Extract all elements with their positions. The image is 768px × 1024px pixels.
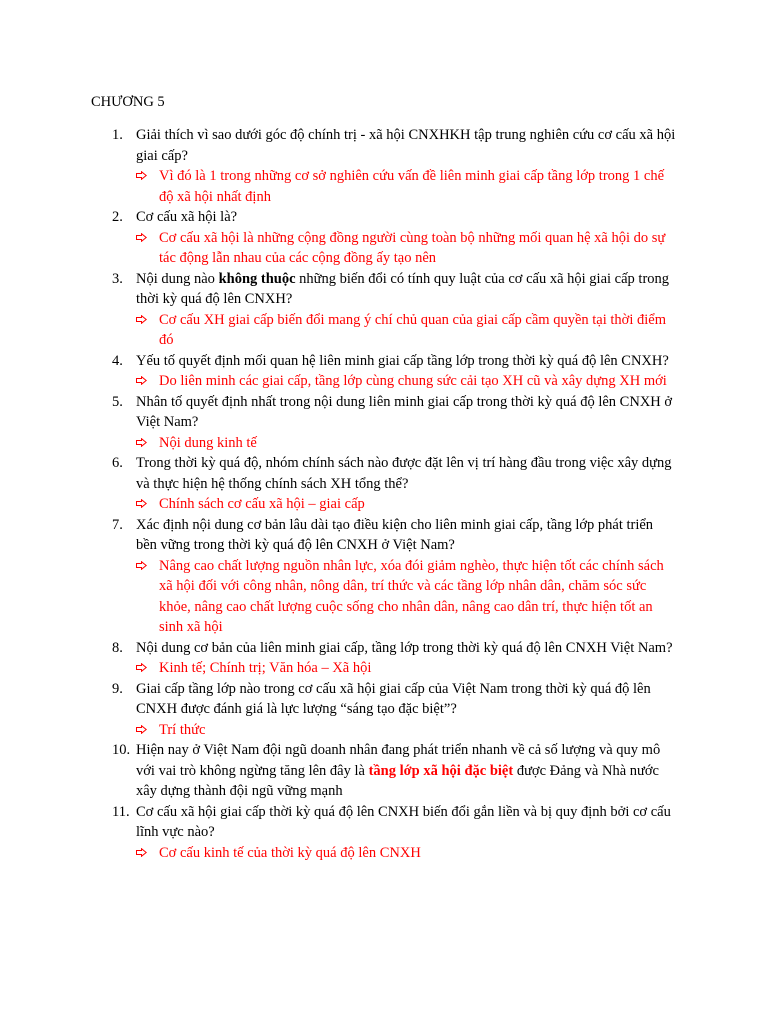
answer: Nâng cao chất lượng nguồn nhân lực, xóa đói giảm nghèo, thực hiện tốt các chính sách xã hội đối với công nhân, nông dân, trí thức và các tầng lớp nhân dân, chăm sóc sức khỏe, nâng cao chất lượng cuộc sống cho nhân dân, nâng cao dân trí, thực hiện tốt an sinh xã hội	[0, 556, 679, 638]
arrow-icon	[136, 228, 147, 242]
answer: Cơ cấu XH giai cấp biến đổi mang ý chí chủ quan của giai cấp cầm quyền tại thời điểm đó	[0, 310, 679, 351]
list-item	[0, 515, 768, 638]
question: 6. Trong thời kỳ quá độ, nhóm chính sách nào được đặt lên vị trí hàng đầu trong việc xây dựng và thực hiện hệ thống chính sách XH tổng thể?	[112, 455, 672, 492]
question-number: 3.	[112, 270, 123, 287]
list-item	[0, 351, 768, 392]
arrow-icon	[136, 371, 147, 385]
answer: Kinh tế; Chính trị; Văn hóa – Xã hội	[0, 658, 679, 679]
question: 7. Xác định nội dung cơ bản lâu dài tạo điều kiện cho liên minh giai cấp, tầng lớp phát triển bền vững trong thời kỳ quá độ lên CNXH ở Việt Nam?	[112, 516, 654, 553]
bold-phrase: không thuộc	[218, 270, 296, 287]
question-list	[0, 125, 768, 863]
question-number: 11.	[112, 803, 130, 820]
answer: Cơ cấu xã hội là những cộng đồng người cùng toàn bộ những mối quan hệ xã hội do sự tác động lẫn nhau của các cộng đồng ấy tạo nên	[0, 228, 679, 269]
question: 4. Yếu tố quyết định mối quan hệ liên minh giai cấp tầng lớp trong thời kỳ quá độ lên CNXH?	[0, 351, 676, 372]
list-item	[0, 638, 768, 679]
answer: Vì đó là 1 trong những cơ sở nghiên cứu vấn đề liên minh giai cấp tầng lớp trong 1 chế độ xã hội nhất định	[0, 166, 679, 207]
question-number: 7.	[112, 516, 123, 533]
question: 11. Cơ cấu xã hội giai cấp thời kỳ quá độ lên CNXH biến đổi gắn liền và bị quy định bởi cơ cấu lĩnh vực nào?	[112, 803, 671, 840]
question-number: 6.	[112, 455, 123, 471]
chapter-title: CHƯƠNG 5	[91, 94, 165, 110]
question: 8. Nội dung cơ bản của liên minh giai cấp, tầng lớp trong thời kỳ quá độ lên CNXH Việt Nam?	[0, 638, 676, 659]
list-item	[0, 802, 768, 864]
list-item	[0, 679, 768, 741]
arrow-icon	[136, 166, 147, 180]
question: 10. Hiện nay ở Việt Nam đội ngũ doanh nhân đang phát triển nhanh về cả số lượng và quy mô với vai trò không ngừng tăng lên đây là tầng lớp xã hội đặc biệt được Đảng và Nhà nước xây dựng thành đội ngũ vững mạnh	[112, 742, 661, 799]
answer: Do liên minh các giai cấp, tầng lớp cùng chung sức cải tạo XH cũ và xây dựng XH mới	[0, 371, 679, 392]
question-number: 1.	[112, 127, 123, 143]
question: 9. Giai cấp tầng lớp nào trong cơ cấu xã hội giai cấp của Việt Nam trong thời kỳ quá độ lên CNXH được đánh giá là lực lượng “sáng tạo đặc biệt”?	[112, 680, 651, 717]
list-item	[0, 207, 768, 269]
question: 2. Cơ cấu xã hội là?	[0, 207, 676, 228]
arrow-icon	[136, 494, 147, 508]
question-number: 4.	[112, 352, 123, 369]
question-number: 8.	[112, 639, 123, 656]
question: 5. Nhân tố quyết định nhất trong nội dung liên minh giai cấp trong thời kỳ quá độ lên CNXH ở Việt Nam?	[112, 393, 673, 430]
question-number: 2.	[112, 209, 123, 225]
arrow-icon	[136, 310, 147, 324]
highlighted-phrase: tầng lớp xã hội đặc biệt	[368, 762, 514, 779]
list-item	[0, 125, 768, 207]
list-item	[0, 269, 768, 351]
list-item	[0, 740, 768, 802]
arrow-icon	[136, 556, 147, 570]
answer: Cơ cấu kinh tế của thời kỳ quá độ lên CNXH	[0, 843, 679, 864]
arrow-icon	[136, 658, 147, 672]
question: 1. Giải thích vì sao dưới góc độ chính trị - xã hội CNXHKH tập trung nghiên cứu cơ cấu xã hội giai cấp?	[112, 127, 676, 164]
question-number: 5.	[112, 393, 123, 410]
answer: Trí thức	[0, 720, 679, 741]
answer: Chính sách cơ cấu xã hội – giai cấp	[0, 494, 679, 515]
list-item	[0, 392, 768, 454]
question-number: 10.	[112, 742, 131, 758]
question: 3. Nội dung nào không thuộc những biến đổi có tính quy luật của cơ cấu xã hội giai cấp trong thời kỳ quá độ lên CNXH?	[112, 270, 670, 307]
arrow-icon	[136, 720, 147, 734]
arrow-icon	[136, 433, 147, 447]
question-number: 9.	[112, 680, 123, 697]
arrow-icon	[136, 843, 147, 857]
list-item	[0, 453, 768, 515]
answer: Nội dung kinh tế	[0, 433, 679, 454]
